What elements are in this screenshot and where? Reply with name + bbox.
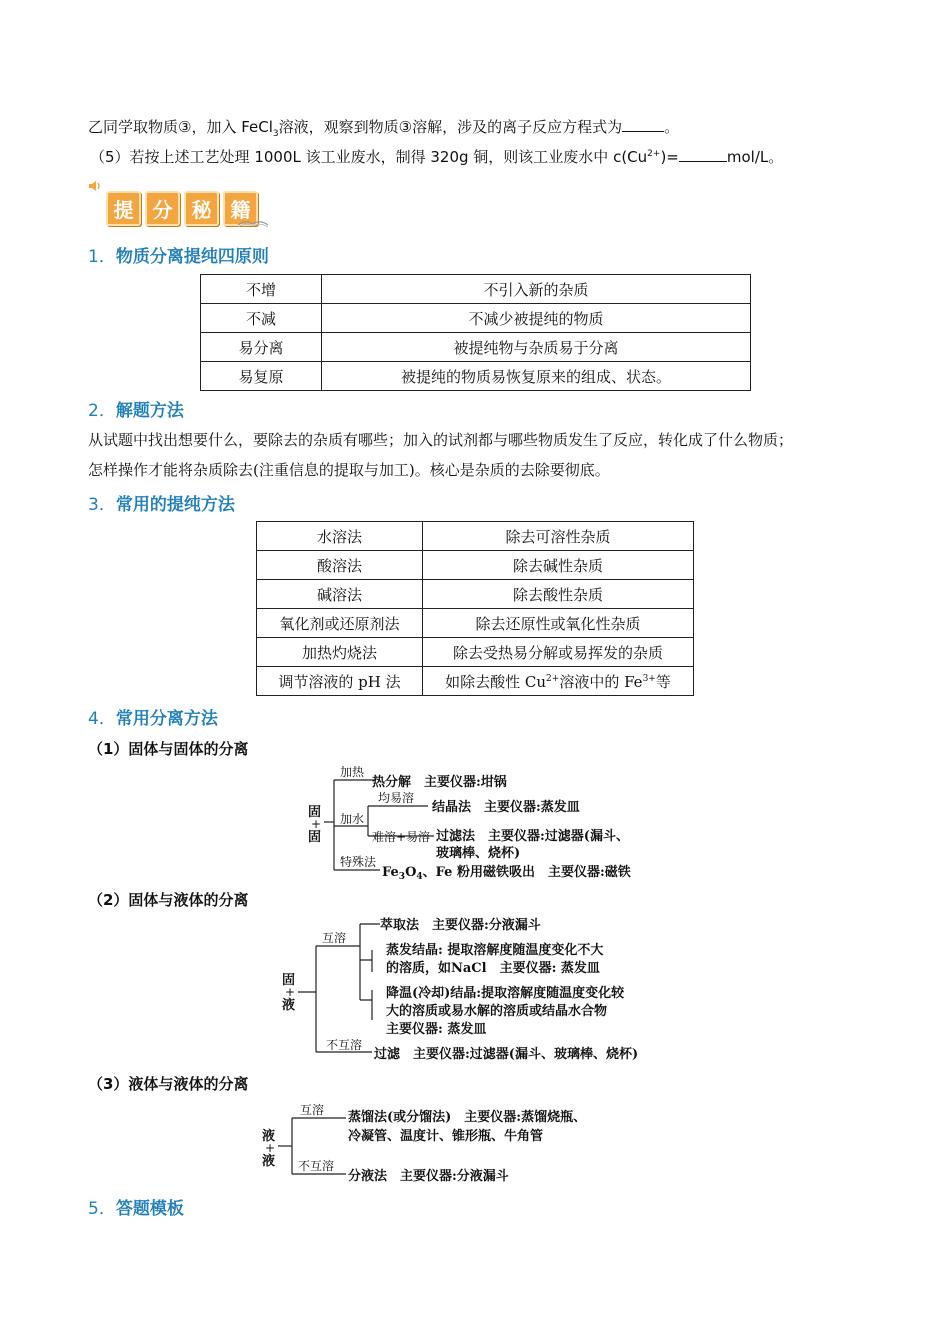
section-heading-1 [88, 242, 269, 267]
branch-text: 结晶法 主要仪器:蒸发皿 [432, 800, 580, 815]
branch-label: 难溶+易溶 [372, 830, 431, 844]
cell-text: 溶液中的 Fe [559, 672, 643, 691]
superscript: 3+ [642, 673, 656, 684]
branch-text: 冷凝管、温度计、锥形瓶、牛角管 [348, 1129, 544, 1144]
table-row [257, 667, 694, 696]
table-row [201, 333, 751, 362]
section-number: 5． [88, 1199, 116, 1219]
question-line-5 [90, 147, 783, 167]
table-row [201, 362, 751, 391]
table-cell: 碱溶法 [257, 580, 423, 609]
table-row [257, 522, 694, 551]
table-cell: 氧化剂或还原剂法 [257, 609, 423, 638]
question-text: 乙同学取物质③，加入 FeCl [88, 118, 273, 136]
formula-part: 、Fe 粉用磁铁吸出 主要仪器:磁铁 [422, 865, 631, 880]
question-line-4 [88, 117, 679, 137]
question-text: )= [660, 148, 679, 166]
table-row [257, 551, 694, 580]
root-label: 固 [308, 830, 322, 845]
branch-text: 过滤 主要仪器:过滤器(漏斗、玻璃棒、烧杯) [374, 1047, 639, 1062]
subsection-title-solid-liquid: （2）固体与液体的分离 [88, 891, 249, 909]
table-cell: 不减 [201, 304, 322, 333]
section-heading-5 [88, 1194, 184, 1219]
branch-text: 蒸发结晶: 提取溶解度随温度变化不大 [386, 943, 604, 958]
badge-char: 秘 [184, 191, 219, 226]
branch-label: 加水 [340, 812, 365, 826]
section-number: 1． [88, 247, 116, 267]
principles-table [200, 274, 751, 391]
formula-part: Fe [382, 865, 399, 880]
section-number: 3． [88, 495, 116, 515]
section-title: 常用分离方法 [115, 709, 218, 729]
branch-label: 互溶 [300, 1103, 325, 1117]
subsection-title-solid-solid: （1）固体与固体的分离 [88, 740, 249, 758]
branch-label: 不互溶 [298, 1159, 335, 1173]
method-paragraph [88, 425, 878, 485]
section-heading-4 [88, 704, 218, 729]
question-text: 。 [664, 118, 680, 136]
table-cell [423, 667, 694, 696]
table-cell: 除去碱性杂质 [423, 551, 694, 580]
branch-text: 分液法 主要仪器:分液漏斗 [348, 1169, 509, 1184]
question-text: 溶液，观察到物质③溶解，涉及的离子反应方程式为 [278, 118, 623, 136]
table-cell: 易复原 [201, 362, 322, 391]
answer-blank[interactable] [622, 117, 664, 132]
superscript: 2+ [647, 149, 661, 159]
table-cell: 除去可溶性杂质 [423, 522, 694, 551]
branch-text: 玻璃棒、烧杯) [436, 846, 521, 861]
root-label: 液 [262, 1154, 276, 1169]
table-cell: 除去还原性或氧化性杂质 [423, 609, 694, 638]
badge-char: 提 [106, 191, 141, 226]
root-label: 固 [308, 805, 322, 820]
cell-text: 如除去酸性 Cu [445, 672, 547, 691]
table-cell: 除去受热易分解或易挥发的杂质 [423, 638, 694, 667]
table-cell: 不引入新的杂质 [322, 275, 751, 304]
subscript: 3 [272, 129, 279, 139]
root-label: 液 [262, 1129, 276, 1144]
branch-text: 降温(冷却)结晶:提取溶解度随温度变化较 [386, 986, 625, 1001]
table-cell: 加热灼烧法 [257, 638, 423, 667]
table-row [201, 275, 751, 304]
speaker-icon [88, 178, 102, 197]
branch-text: 过滤法 主要仪器:过滤器(漏斗、 [436, 829, 629, 844]
table-row [201, 304, 751, 333]
question-text: mol/L。 [726, 148, 784, 166]
root-label: + [311, 817, 322, 831]
table-cell: 被提纯物与杂质易于分离 [322, 333, 751, 362]
branch-label: 加热 [340, 765, 365, 779]
branch-text: 热分解 主要仪器:坩锅 [372, 775, 507, 790]
formula-part: O [405, 865, 417, 880]
section-number: 2． [88, 401, 116, 421]
table-cell: 易分离 [201, 333, 322, 362]
question-text: （5）若按上述工艺处理 1000L 该工业废水，制得 320g 铜，则该工业废水中 c(Cu [90, 148, 648, 166]
solid-solid-diagram [300, 762, 680, 884]
section-title: 解题方法 [115, 401, 184, 421]
superscript: 2+ [546, 673, 560, 684]
paragraph-line: 怎样操作才能将杂质除去(注重信息的提取与加工)。核心是杂质的去除要彻底。 [88, 461, 610, 479]
branch-text: 主要仪器: 蒸发皿 [386, 1022, 487, 1037]
table-row [257, 580, 694, 609]
liquid-liquid-diagram [256, 1098, 676, 1184]
section-heading-2 [88, 396, 184, 421]
badge-char: 籍 [223, 191, 258, 226]
branch-text: 萃取法 主要仪器:分液漏斗 [380, 918, 541, 933]
table-cell: 酸溶法 [257, 551, 423, 580]
branch-text: 的溶质，如NaCl 主要仪器: 蒸发皿 [386, 961, 600, 976]
book-icon [236, 214, 270, 233]
subsection-title-liquid-liquid: （3）液体与液体的分离 [88, 1075, 249, 1093]
branch-text: 蒸馏法(或分馏法) 主要仪器:蒸馏烧瓶、 [348, 1110, 587, 1125]
table-cell: 不增 [201, 275, 322, 304]
subscript: 3 [398, 872, 406, 882]
root-label: 固 [282, 973, 296, 988]
cell-text: 等 [655, 672, 671, 691]
section-title: 答题模板 [115, 1199, 184, 1219]
table-cell: 水溶法 [257, 522, 423, 551]
table-cell: 除去酸性杂质 [423, 580, 694, 609]
table-cell: 不减少被提纯的物质 [322, 304, 751, 333]
root-label: + [285, 985, 296, 999]
section-heading-3 [88, 490, 235, 515]
table-row [257, 638, 694, 667]
section-number: 4． [88, 709, 116, 729]
branch-label: 特殊法 [340, 855, 377, 869]
subscript: 4 [416, 872, 423, 882]
branch-text [382, 864, 631, 882]
branch-label: 互溶 [322, 931, 347, 945]
root-label: 液 [282, 998, 296, 1013]
table-cell: 调节溶液的 pH 法 [257, 667, 423, 696]
answer-blank[interactable] [679, 147, 727, 162]
branch-label: 均易溶 [378, 791, 415, 805]
paragraph-line: 从试题中找出想要什么，要除去的杂质有哪些；加入的试剂都与哪些物质发生了反应，转化成了什么物质； [88, 431, 794, 449]
solid-liquid-diagram [276, 912, 696, 1066]
section-title: 常用的提纯方法 [115, 495, 235, 515]
root-label: + [265, 1141, 276, 1155]
purification-table [256, 521, 694, 696]
branch-label: 不互溶 [326, 1038, 363, 1052]
badge-char: 分 [145, 191, 180, 226]
branch-text: 大的溶质或易水解的溶质或结晶水合物 [386, 1004, 608, 1019]
section-title: 物质分离提纯四原则 [115, 247, 269, 267]
table-cell: 被提纯的物质易恢复原来的组成、状态。 [322, 362, 751, 391]
table-row [257, 609, 694, 638]
